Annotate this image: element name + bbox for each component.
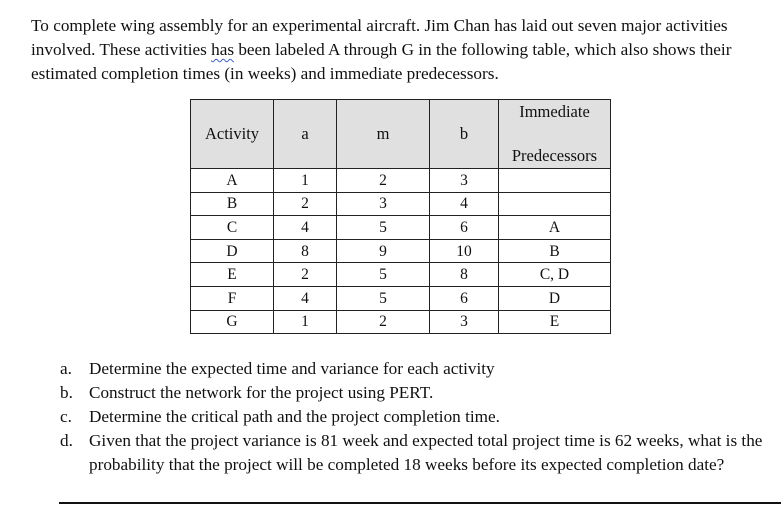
cell-activity: E (191, 263, 274, 287)
cell-predecessors: D (499, 286, 611, 310)
cell-b: 10 (430, 239, 499, 263)
header-predecessors-line2: Predecessors (511, 146, 598, 165)
header-activity: Activity (191, 100, 274, 169)
question-marker: c. (60, 407, 72, 426)
question-marker: a. (60, 359, 72, 378)
question-text: Given that the project variance is 81 week and expected total project time is 62 weeks, what is the probability that the project will be completed 18 weeks before its expected completion date? (89, 431, 763, 474)
cell-b: 3 (430, 169, 499, 193)
cell-m: 2 (337, 169, 430, 193)
header-a: a (274, 100, 337, 169)
cell-predecessors: B (499, 239, 611, 263)
cell-predecessors: C, D (499, 263, 611, 287)
question-text: Determine the critical path and the project completion time. (89, 407, 500, 426)
cell-a: 2 (274, 263, 337, 287)
question-text: Construct the network for the project using PERT. (89, 383, 434, 402)
question-list (60, 357, 775, 477)
cell-activity: C (191, 216, 274, 240)
cell-b: 8 (430, 263, 499, 287)
cell-activity: B (191, 192, 274, 216)
cell-a: 4 (274, 216, 337, 240)
cell-predecessors (499, 169, 611, 193)
cell-m: 5 (337, 263, 430, 287)
table-header-row (191, 100, 611, 169)
table-row (191, 216, 611, 240)
intro-text-part2: been labeled A through G in the following table, which also shows their estimated completion times (in weeks) and immediate predecessors. (31, 40, 732, 83)
cell-predecessors: A (499, 216, 611, 240)
cell-activity: G (191, 310, 274, 334)
cell-b: 4 (430, 192, 499, 216)
header-predecessors-line1: Immediate (519, 102, 590, 121)
bottom-rule (59, 502, 781, 504)
cell-m: 3 (337, 192, 430, 216)
table-row (191, 310, 611, 334)
cell-a: 8 (274, 239, 337, 263)
cell-activity: A (191, 169, 274, 193)
table-row (191, 286, 611, 310)
intro-paragraph (31, 14, 776, 86)
cell-activity: F (191, 286, 274, 310)
cell-m: 5 (337, 286, 430, 310)
cell-b: 6 (430, 286, 499, 310)
question-text: Determine the expected time and variance for each activity (89, 359, 495, 378)
cell-b: 3 (430, 310, 499, 334)
intro-text-part1: To complete wing assembly for an experimental aircraft. Jim Chan has laid out seven major activities involved. These activities (31, 16, 728, 59)
question-marker: b. (60, 383, 73, 402)
cell-activity: D (191, 239, 274, 263)
intro-flagged-word: has (211, 40, 235, 59)
table-row (191, 192, 611, 216)
question-item-a (60, 357, 775, 381)
cell-b: 6 (430, 216, 499, 240)
question-marker: d. (60, 431, 73, 450)
cell-a: 2 (274, 192, 337, 216)
cell-a: 1 (274, 169, 337, 193)
table-row (191, 239, 611, 263)
cell-a: 1 (274, 310, 337, 334)
header-predecessors (499, 100, 611, 169)
table-row (191, 263, 611, 287)
question-item-d (60, 429, 775, 477)
cell-m: 5 (337, 216, 430, 240)
cell-a: 4 (274, 286, 337, 310)
table-row (191, 169, 611, 193)
activity-table (190, 99, 611, 334)
cell-predecessors (499, 192, 611, 216)
cell-predecessors: E (499, 310, 611, 334)
cell-m: 9 (337, 239, 430, 263)
header-b: b (430, 100, 499, 169)
cell-m: 2 (337, 310, 430, 334)
question-item-b (60, 381, 775, 405)
question-item-c (60, 405, 775, 429)
header-m: m (337, 100, 430, 169)
